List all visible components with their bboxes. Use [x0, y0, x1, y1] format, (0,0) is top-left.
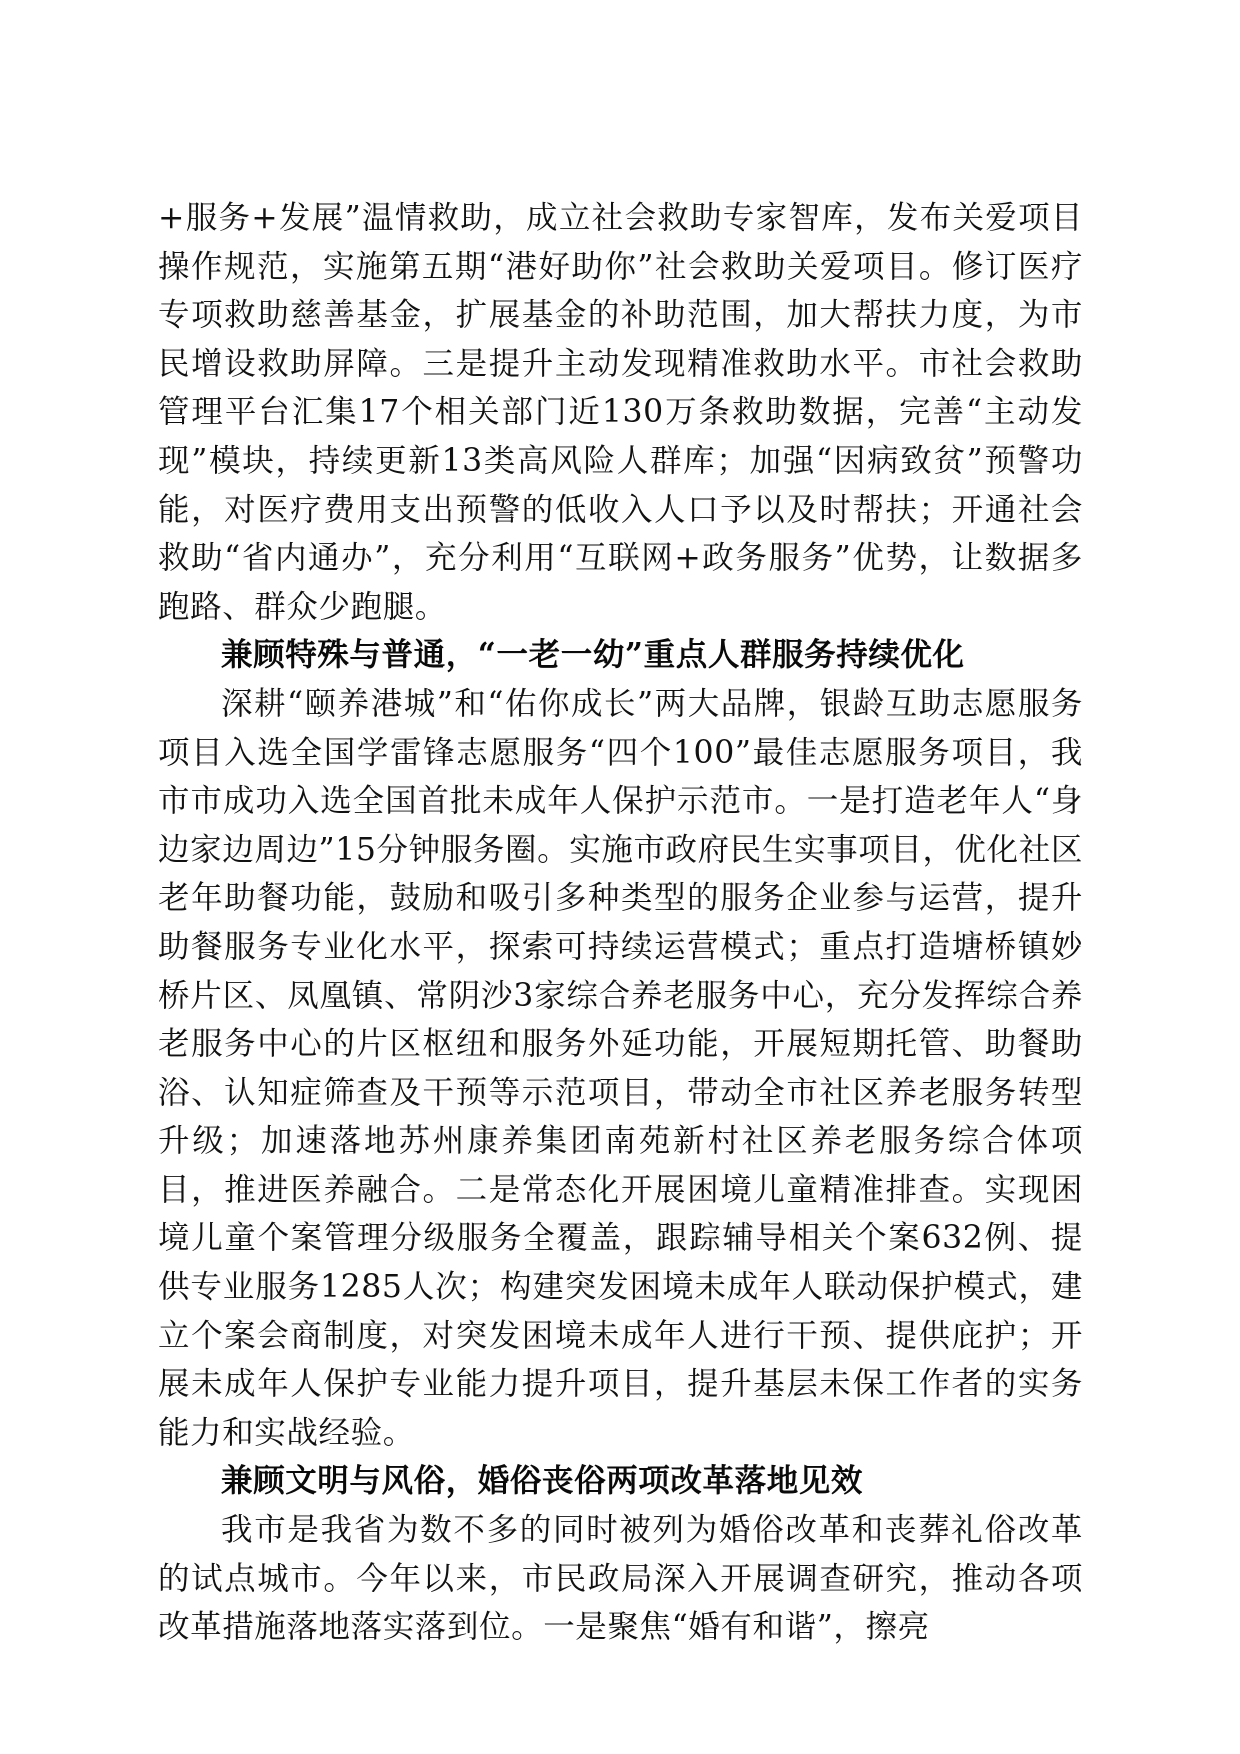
paragraph-marriage-funeral-reform: 我市是我省为数不多的同时被列为婚俗改革和丧葬礼俗改革的试点城市。今年以来，市民政局深入开展调查研究，推动各项改革措施落地落实落到位。一是聚焦“婚有和谐”，擦亮 [158, 1512, 1083, 1646]
section-heading-marriage-funeral-reform: 兼顾文明与风俗，婚俗丧俗两项改革落地见效 [221, 1462, 864, 1500]
paragraph-social-assistance: +服务+发展”温情救助，成立社会救助专家智库，发布关爱项目操作规范，实施第五期“港好助你”社会救助关爱项目。修订医疗专项救助慈善基金，扩展基金的补助范围，加大帮扶力度，为市民增设救助屏障。三是提升主动发现精准救助水平。市社会救助管理平台汇集17个相关部门近130万条救助数据，完善“主动发现”模块，持续更新13类高风险人群库；加强“因病致贫”预警功能，对医疗费用支出预警的低收入人口予以及时帮扶；开通社会救助“省内通办”，充分利用“互联网+政务服务”优势，让数据多跑路、群众少跑腿。 [158, 200, 1083, 625]
section-heading-elderly-children: 兼顾特殊与普通，“一老一幼”重点人群服务持续优化 [221, 636, 965, 674]
document-page [158, 194, 1083, 1652]
paragraph-elderly-children-services: 深耕“颐养港城”和“佑你成长”两大品牌，银龄互助志愿服务项目入选全国学雷锋志愿服务“四个100”最佳志愿服务项目，我市市成功入选全国首批未成年人保护示范市。一是打造老年人“身边家边周边”15分钟服务圈。实施市政府民生实事项目，优化社区老年助餐功能，鼓励和吸引多种类型的服务企业参与运营，提升助餐服务专业化水平，探索可持续运营模式；重点打造塘桥镇妙桥片区、凤凰镇、常阴沙3家综合养老服务中心，充分发挥综合养老服务中心的片区枢纽和服务外延功能，开展短期托管、助餐助浴、认知症筛查及干预等示范项目，带动全市社区养老服务转型升级；加速落地苏州康养集团南苑新村社区养老服务综合体项目，推进医养融合。二是常态化开展困境儿童精准排查。实现困境儿童个案管理分级服务全覆盖，跟踪辅导相关个案632例、提供专业服务1285人次；构建突发困境未成年人联动保护模式，建立个案会商制度，对突发困境未成年人进行干预、提供庇护；开展未成年人保护专业能力提升项目，提升基层未保工作者的实务能力和实战经验。 [158, 685, 1083, 1451]
